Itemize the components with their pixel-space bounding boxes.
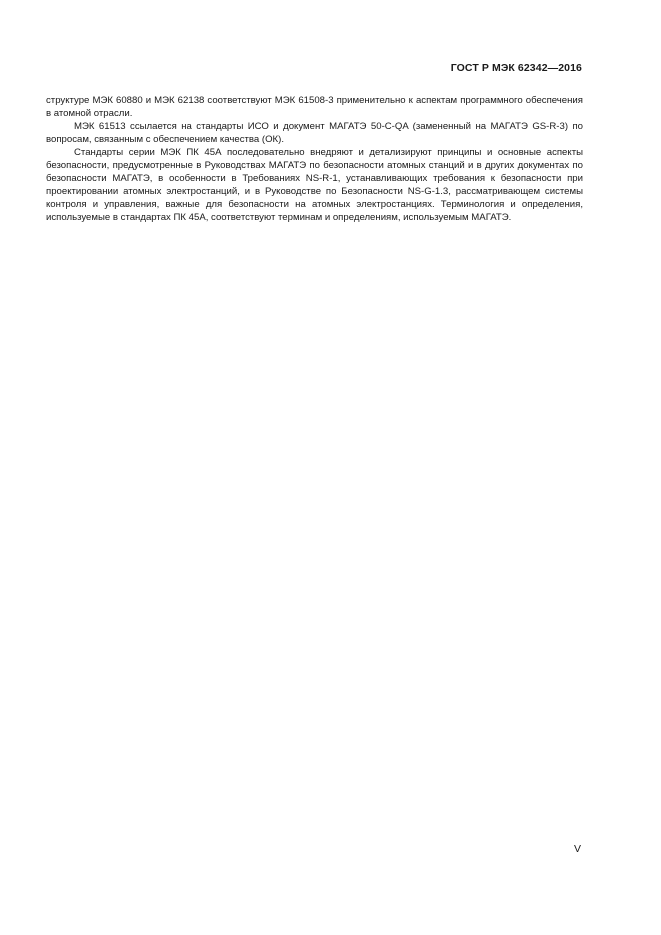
document-header-standard-id: ГОСТ Р МЭК 62342—2016 bbox=[450, 62, 582, 74]
paragraph-sc45a-standards: Стандарты серии МЭК ПК 45А последовательно внедряют и детализируют принципы и основные аспекты безопасности, предусмотренные в Руководствах МАГАТЭ по безопасности атомных станций и в других документах по безопасности МАГАТЭ, в особенности в Требованиях NS-R-1, устанавливающих требования к безопасности при проектировании атомных электростанций, и в Руководстве по Безопасности NS-G-1.3, рассматривающем системы контроля и управления, важные для безопасности на атомных электростанциях. Терминология и определения, используемые в стандартах ПК 45А, соответствуют терминам и определениям, используемым МАГАТЭ. bbox=[46, 147, 583, 223]
document-body bbox=[46, 94, 583, 224]
paragraph-iec-61513: МЭК 61513 ссылается на стандарты ИСО и документ МАГАТЭ 50-C-QA (замененный на МАГАТЭ GS-R-3) по вопросам, связанным с обеспечением качества (ОК). bbox=[46, 121, 583, 145]
page-number: V bbox=[573, 843, 581, 855]
paragraph-continuation: структуре МЭК 60880 и МЭК 62138 соответствуют МЭК 61508-3 применительно к аспектам программного обеспечения в атомной отрасли. bbox=[46, 95, 583, 119]
